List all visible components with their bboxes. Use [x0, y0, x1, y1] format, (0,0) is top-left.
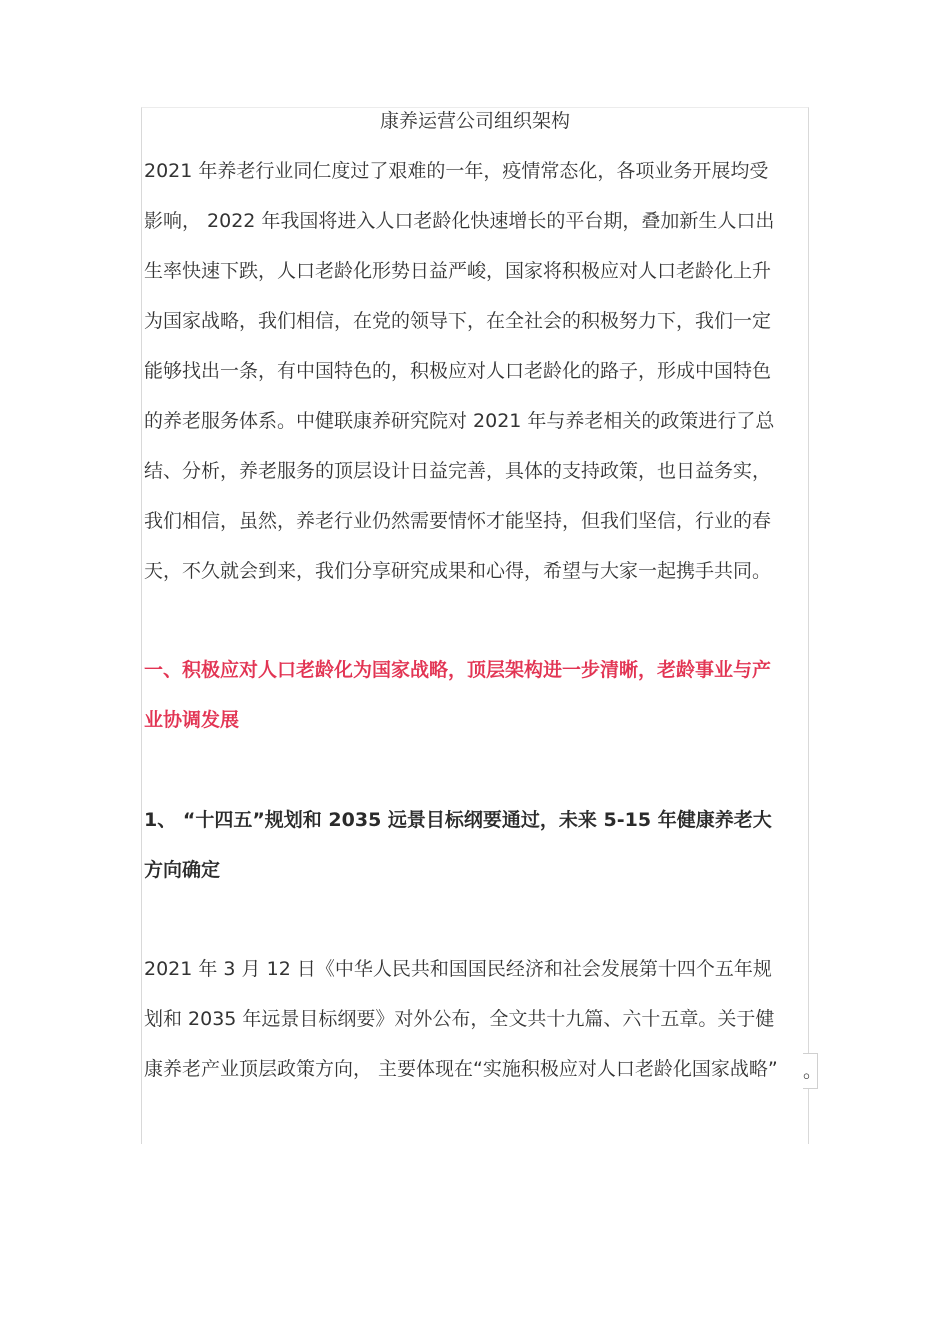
- paragraph-line: 2021 年养老行业同仁度过了艰难的一年，疫情常态化，各项业务开展均受: [144, 160, 769, 182]
- paragraph-line: 2021 年 3 月 12 日《中华人民共和国国民经济和社会发展第十四个五年规: [144, 958, 772, 980]
- subsection-heading-line: 1、 “十四五”规划和 2035 远景目标纲要通过，未来 5-15 年健康养老大: [144, 809, 772, 831]
- paragraph-line: 生率快速下跌，人口老龄化形势日益严峻，国家将积极应对人口老龄化上升: [144, 260, 772, 282]
- subsection-heading-line: 方向确定: [144, 859, 221, 881]
- section-heading-line: 业协调发展: [144, 709, 240, 731]
- section-heading-line: 一、积极应对人口老龄化为国家战略，顶层架构进一步清晰，老龄事业与产: [144, 659, 772, 681]
- paragraph-line: 能够找出一条，有中国特色的，积极应对人口老龄化的路子，形成中国特色: [144, 360, 772, 382]
- trailing-punctuation: 。: [803, 1053, 818, 1089]
- paragraph-line: 结、分析，养老服务的顶层设计日益完善，具体的支持政策，也日益务实，: [144, 460, 772, 482]
- paragraph-line: 划和 2035 年远景目标纲要》对外公布，全文共十九篇、六十五章。关于健: [144, 1008, 775, 1030]
- paragraph-line: 为国家战略，我们相信，在党的领导下，在全社会的积极努力下，我们一定: [144, 310, 772, 332]
- paragraph-line: 的养老服务体系。中健联康养研究院对 2021 年与养老相关的政策进行了总: [144, 410, 775, 432]
- paragraph-line: 天，不久就会到来，我们分享研究成果和心得，希望与大家一起携手共同。: [144, 560, 772, 582]
- paragraph-line: 我们相信，虽然，养老行业仍然需要情怀才能坚持，但我们坚信，行业的春: [144, 510, 772, 532]
- paragraph-line: 影响， 2022 年我国将进入人口老龄化快速增长的平台期，叠加新生人口出: [144, 210, 775, 232]
- document-title: 康养运营公司组织架构: [379, 110, 570, 132]
- paragraph-line: 康养老产业顶层政策方向， 主要体现在“实施积极应对人口老龄化国家战略”: [144, 1058, 778, 1080]
